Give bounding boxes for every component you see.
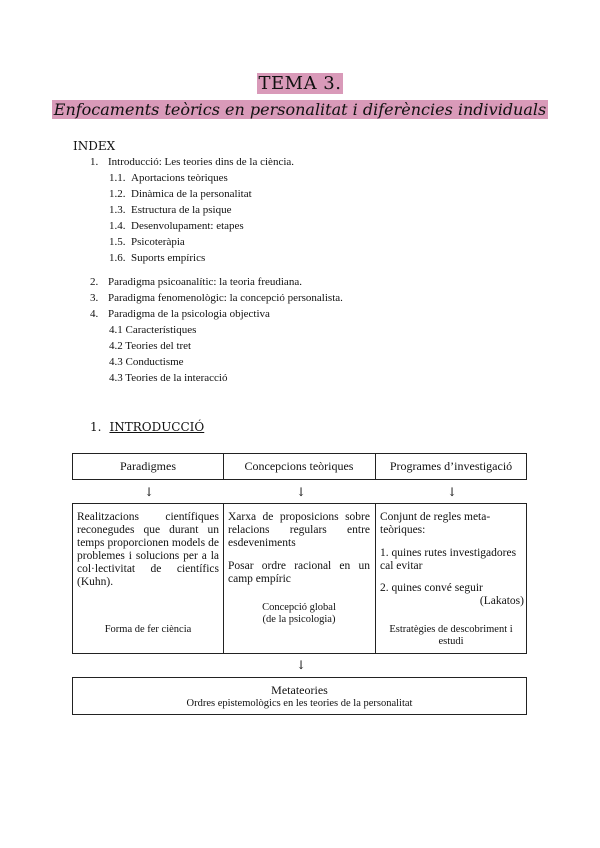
index-item: 1.4. Desenvolupament: etapes bbox=[109, 220, 244, 232]
index-item: 4.2 Teories del tret bbox=[109, 340, 192, 352]
index-item: 1.1. Aportacions teòriques bbox=[109, 172, 228, 184]
paradigmes-definition: Realitzacions científiques reconegudes que durant un temps proporcionen models de problemes i solucions per a la col·lectivitat de científics (Kuhn). bbox=[77, 511, 219, 588]
index-item: 3. Paradigma fenomenològic: la concepció personalista. bbox=[90, 292, 343, 304]
concepcions-footer-line1: Concepció global bbox=[262, 602, 336, 613]
index-item: 1.5. Psicoteràpia bbox=[109, 236, 185, 248]
index-item: 1. Introducció: Les teories dins de la ciència. bbox=[90, 156, 295, 168]
column-header-concepcions: Concepcions teòriques bbox=[244, 459, 354, 473]
concepcions-footer-line2: (de la psicologia) bbox=[262, 614, 336, 625]
index-heading: INDEX bbox=[73, 139, 116, 153]
index-item: 4. Paradigma de la psicologia objectiva bbox=[90, 308, 270, 320]
page-subtitle-text: Enfocaments teòrics en personalitat i diferències individuals bbox=[53, 100, 547, 119]
index-item: 4.1 Característiques bbox=[109, 324, 197, 336]
index-item: 1.6. Suports empírics bbox=[109, 252, 206, 264]
programes-rule-1: 1. quines rutes investigadores cal evitar bbox=[380, 547, 517, 572]
divider bbox=[223, 503, 224, 654]
programes-author: (Lakatos) bbox=[479, 595, 524, 607]
programes-footer-line2: estudi bbox=[438, 636, 464, 647]
arrow-down-icon: ↓ bbox=[144, 485, 155, 499]
column-header-programes: Programes d’investigació bbox=[389, 459, 513, 473]
index-item: 1.3. Estructura de la psique bbox=[109, 204, 232, 216]
section-heading: 1. INTRODUCCIÓ bbox=[90, 420, 205, 434]
page-subtitle bbox=[0, 100, 600, 119]
index-item: 1.2. Dinàmica de la personalitat bbox=[109, 188, 252, 200]
page-title bbox=[0, 73, 600, 94]
metateories-title: Metateories bbox=[271, 683, 328, 697]
metateories-subtitle: Ordres epistemològics en les teories de la personalitat bbox=[186, 698, 413, 709]
programes-definition: Conjunt de regles meta-teòriques: bbox=[380, 511, 491, 536]
programes-footer-line1: Estratègies de descobriment i bbox=[389, 624, 513, 635]
paradigmes-footer: Forma de fer ciència bbox=[104, 624, 192, 635]
column-header-paradigmes: Paradigmes bbox=[120, 459, 176, 473]
arrow-down-icon: ↓ bbox=[447, 485, 458, 499]
concepcions-purpose: Posar ordre racional en un camp empíric bbox=[228, 560, 370, 585]
arrow-down-icon: ↓ bbox=[296, 485, 307, 499]
index-item: 2. Paradigma psicoanalític: la teoria freudiana. bbox=[90, 276, 302, 288]
programes-rule-2: 2. quines convé seguir bbox=[380, 582, 483, 594]
index-item: 4.3 Teories de la interacció bbox=[109, 372, 228, 384]
divider bbox=[375, 503, 376, 654]
page-title-text: TEMA 3. bbox=[258, 73, 342, 94]
arrow-down-icon: ↓ bbox=[296, 658, 307, 672]
index-item: 4.3 Conductisme bbox=[109, 356, 184, 368]
concepcions-definition: Xarxa de proposicions sobre relacions regulars entre esdeveniments bbox=[228, 511, 370, 549]
